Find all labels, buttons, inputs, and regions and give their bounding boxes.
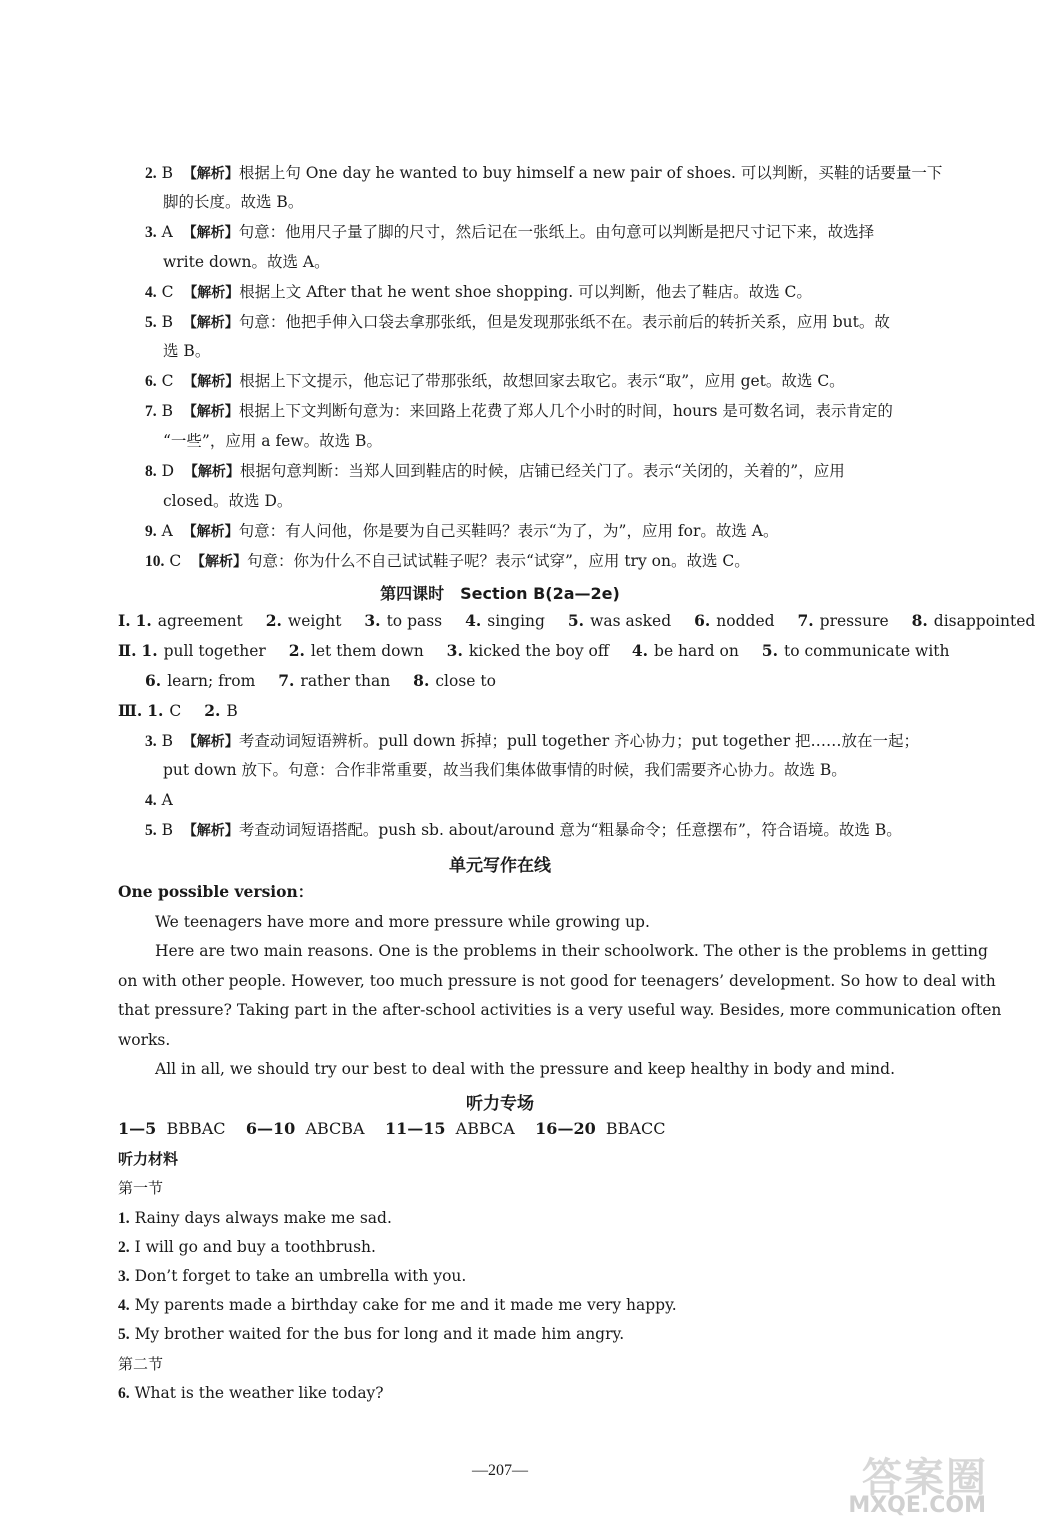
listening-item-4: 4. My parents made a birthday cake for me and it made me very happy. [118, 1296, 677, 1314]
section-b-heading: 第四课时 Section B(2a—2e) [380, 584, 620, 603]
answer-item-8-line1: 8. D 【解析】根据句意判断：当郑人回到鞋店的时候，店铺已经关门了。表示“关闭的，关着的”，应用 [145, 462, 845, 480]
part2-answers-row2: 6. learn; from 7. rather than 8. close to [145, 671, 496, 690]
answer-item-10: 10. C 【解析】句意：你为什么不自己试试鞋子呢？表示“试穿”，应用 try on。故选 C。 [145, 552, 750, 570]
answer-item-4: 4. C 【解析】根据上文 After that he went shoe shopping. 可以判断，他去了鞋店。故选 C。 [145, 283, 812, 301]
listening-item-1: 1. Rainy days always make me sad. [118, 1209, 392, 1227]
watermark-logo [838, 1446, 988, 1518]
answer-item-3-line1: 3. A 【解析】句意：他用尺子量了脚的尺寸，然后记在一张纸上。由句意可以判断是把尺寸记下来，故选择 [145, 223, 875, 241]
listening-item-6: 6. What is the weather like today? [118, 1384, 384, 1402]
answer-item-7-line2: “一些”，应用 a few。故选 B。 [163, 432, 382, 450]
listening-item-2: 2. I will go and buy a toothbrush. [118, 1238, 376, 1256]
writing-paragraph-1: We teenagers have more and more pressure while growing up. [155, 913, 650, 931]
writing-paragraph-2-line4: works. [118, 1031, 171, 1049]
watermark-text-cn: 答案圈 [862, 1455, 988, 1501]
listening-item-3: 3. Don’t forget to take an umbrella with you. [118, 1267, 467, 1285]
watermark-text-en: MXQE.COM [848, 1493, 986, 1518]
answer-item-9: 9. A 【解析】句意：有人问他，你是要为自己买鞋吗？表示“为了，为”，应用 for。故选 A。 [145, 522, 779, 540]
listening-heading: 听力专场 [466, 1094, 534, 1114]
answer-item-7-line1: 7. B 【解析】根据上下文判断句意为：来回路上花费了郑人几个小时的时间，hours 是可数名词，表示肯定的 [145, 402, 893, 420]
listening-answer-keys: 1—5 BBBAC 6—10 ABCBA 11—15 ABBCA 16—20 BBACC [118, 1119, 666, 1138]
writing-paragraph-2-line3: that pressure? Taking part in the after-school activities is a very useful way. Besides, more communication often [118, 1001, 1002, 1019]
part1-answers: Ⅰ. 1. agreement 2. weight 3. to pass 4. singing 5. was asked 6. nodded 7. pressure 8. disappointed [118, 611, 1036, 630]
listening-section-1-label: 第一节 [118, 1179, 164, 1197]
part3-item3-line2: put down 放下。句意：合作非常重要，故当我们集体做事情的时候，我们需要齐心协力。故选 B。 [163, 761, 847, 779]
writing-label: One possible version： [118, 882, 314, 901]
answer-item-2-line2: 脚的长度。故选 B。 [163, 193, 304, 211]
part2-answers-row1: Ⅱ. 1. pull together 2. let them down 3. kicked the boy off 4. be hard on 5. to communicate with [118, 641, 950, 660]
part3-item4: 4. A [145, 791, 173, 809]
answer-item-5-line1: 5. B 【解析】句意：他把手伸入口袋去拿那张纸，但是发现那张纸不在。表示前后的转折关系，应用 but。故 [145, 313, 890, 331]
writing-paragraph-2-line1: Here are two main reasons. One is the problems in their schoolwork. The other is the problems in getting [155, 942, 988, 960]
answer-item-6: 6. C 【解析】根据上下文提示，他忘记了带那张纸，故想回家去取它。表示“取”，应用 get。故选 C。 [145, 372, 845, 390]
answer-item-5-line2: 选 B。 [163, 342, 211, 360]
writing-paragraph-3: All in all, we should try our best to deal with the pressure and keep healthy in body and mind. [155, 1060, 895, 1078]
listening-material-label: 听力材料 [118, 1150, 179, 1168]
listening-item-5: 5. My brother waited for the bus for long and it made him angry. [118, 1325, 625, 1343]
writing-paragraph-2-line2: on with other people. However, too much pressure is not good for teenagers’ development. So how to deal with [118, 972, 996, 990]
answer-item-8-line2: closed。故选 D。 [163, 492, 293, 510]
answer-item-2-line1: 2. B 【解析】根据上句 One day he wanted to buy himself a new pair of shoes. 可以判断，买鞋的话要量一下 [145, 164, 943, 182]
page-number: —207— [472, 1462, 528, 1479]
part3-answers-line1: Ⅲ. 1. C 2. B [118, 701, 238, 720]
answer-item-3-line2: write down。故选 A。 [163, 253, 330, 271]
part3-item5: 5. B 【解析】考查动词短语搭配。push sb. about/around 意为“粗暴命令；任意摆布”，符合语境。故选 B。 [145, 821, 902, 839]
listening-section-2-label: 第二节 [118, 1355, 164, 1373]
part3-item3-line1: 3. B 【解析】考查动词短语辨析。pull down 拆掉；pull together 齐心协力；put together 把……放在一起； [145, 732, 920, 750]
writing-heading: 单元写作在线 [449, 856, 551, 876]
